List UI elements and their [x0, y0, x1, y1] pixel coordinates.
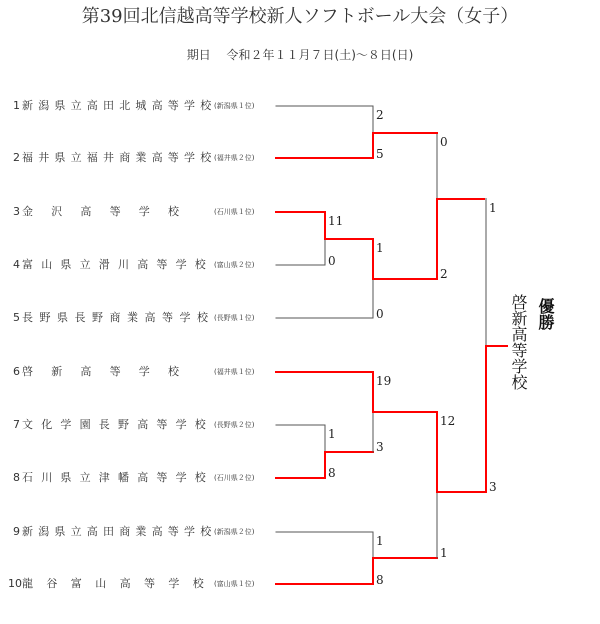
score-sf1-bottom: 2: [440, 267, 448, 281]
team-name: 龍 谷 富 山 高 等 学 校: [22, 577, 205, 590]
team-seed: 2: [13, 151, 20, 164]
score-m2-team3: 11: [328, 214, 344, 228]
team-prefecture-rank: (新潟県１位): [214, 102, 255, 110]
team-prefecture-rank: (福井県１位): [214, 368, 255, 376]
bracket-line-sf1-bottom: [373, 199, 437, 279]
team-name: 啓 新 高 等 学 校: [22, 365, 183, 378]
champion-team: 啓新高等学校: [509, 294, 528, 390]
team-name: 新潟県立高田商業高等学校: [22, 525, 217, 538]
team-name: 富山県立滑川高等学校: [22, 258, 214, 271]
team-prefecture-rank: (新潟県２位): [214, 528, 255, 536]
score-sf2-bottom: 1: [440, 546, 448, 560]
team-name: 文化学園長野高等学校: [22, 418, 214, 431]
bracket-line-team3: [276, 212, 325, 239]
champion-label: 優勝: [536, 298, 555, 330]
bracket-line-team4: [276, 239, 325, 265]
bracket-line-team9: [276, 532, 373, 558]
team-name: 長野県長野商業高等学校: [22, 311, 215, 324]
bracket-line-sf1-top: [373, 133, 437, 199]
score-sf2-top: 12: [440, 414, 456, 428]
score-m6-team9: 1: [376, 534, 384, 548]
team-prefecture-rank: (福井県２位): [214, 154, 255, 162]
bracket-line-team7: [276, 425, 325, 452]
team-seed: 6: [13, 365, 20, 378]
team-seed: 8: [13, 471, 20, 484]
team-seed: 1: [13, 99, 20, 112]
bracket-line-team2: [276, 133, 373, 158]
team-name: 新潟県立高田北城高等学校: [22, 99, 217, 112]
bracket-line-team1: [276, 106, 373, 133]
score-final-top: 1: [489, 201, 497, 215]
team-prefecture-rank: (石川県２位): [214, 474, 255, 482]
score-sf1-top: 0: [440, 135, 448, 149]
team-seed: 5: [13, 311, 20, 324]
score-m4-team8: 8: [328, 466, 336, 480]
team-prefecture-rank: (石川県１位): [214, 208, 255, 216]
team-seed: 10: [8, 577, 22, 590]
team-seed: 4: [13, 258, 20, 271]
team-prefecture-rank: (長野県１位): [214, 314, 255, 322]
score-m3-team5: 0: [376, 307, 384, 321]
team-name: 石川県立津幡高等学校: [22, 471, 214, 484]
team-prefecture-rank: (富山県１位): [214, 580, 255, 588]
score-m4-team7: 1: [328, 427, 336, 441]
score-m2-team4: 0: [328, 254, 336, 268]
bracket-line-team8: [276, 452, 325, 478]
team-seed: 9: [13, 525, 20, 538]
score-m3-w34: 1: [376, 241, 384, 255]
bracket-line-team5: [276, 279, 373, 318]
score-m5-team6: 19: [376, 374, 392, 388]
score-m1-team2: 5: [376, 147, 384, 161]
score-final-bottom: 3: [489, 480, 497, 494]
score-m6-team10: 8: [376, 573, 384, 587]
bracket-line-team6: [276, 372, 373, 412]
event-date: 期日 令和２年１１月７日(土)～８日(日): [186, 48, 414, 62]
team-seed: 3: [13, 205, 20, 218]
score-m1-team1: 2: [376, 108, 384, 122]
team-seed: 7: [13, 418, 20, 431]
page-title: 第39回北信越高等学校新人ソフトボール大会（女子）: [81, 6, 519, 27]
score-m5-w78: 3: [376, 440, 384, 454]
team-name: 福井県立福井商業高等学校: [22, 151, 217, 164]
team-name: 金 沢 高 等 学 校: [22, 205, 183, 218]
team-prefecture-rank: (長野県２位): [214, 421, 255, 429]
team-prefecture-rank: (富山県２位): [214, 261, 255, 269]
bracket-line-team10: [276, 558, 373, 584]
